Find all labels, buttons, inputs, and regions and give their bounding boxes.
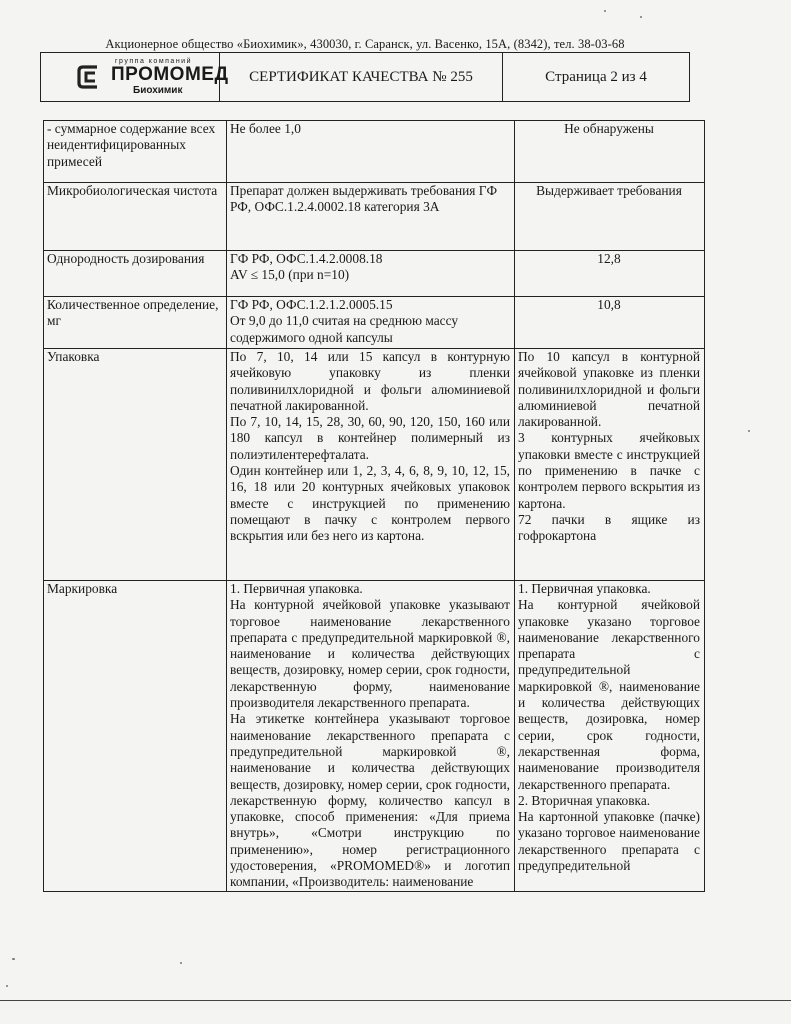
scan-speck	[748, 430, 750, 432]
parameter-norm: 1. Первичная упаковка. На контурной ячейковой упаковке указывают торговое наименование лекарственного препарата с предупредительной маркировкой ®, наименование и количества действующих веществ, дозировку, номер серии, срок годности, лекарственную форму, наименование производителя лекарственного препарата. На этикетке контейнера указывают торговое наименование лекарственного препарата с предупредительной маркировкой ®, наименование и количества действующих веществ, дозировку, номер серии, срок годности, лекарственную форму, количество капсул в упаковке, способ применения: «Для приема внутрь», «Смотри инструкцию по применению», номер регистрационного удостоверения, «PROMOMED®» и логотип компании, «Производитель: наименование	[227, 581, 515, 892]
scan-speck	[640, 16, 642, 18]
parameter-norm: ГФ РФ, ОФС.1.2.1.2.0005.15 От 9,0 до 11,0 считая на среднюю массу содержимого одной капсулы	[227, 297, 515, 349]
parameter-norm: Препарат должен выдерживать требования ГФ РФ, ОФС.1.2.4.0002.18 категория 3А	[227, 183, 515, 251]
promomed-logo-icon	[75, 63, 103, 91]
scan-speck	[12, 958, 15, 960]
parameter-result: По 10 капсул в контурной ячейковой упаковке из пленки поливинилхлоридной и фольги алюминиевой печатной лакированной. 3 контурных ячейковых упаковки вместе с инструкцией по применению в пачке с контролем первого вскрытия из картона. 72 пачки в ящике из гофрокартона	[515, 349, 705, 581]
table-row	[44, 183, 705, 251]
scan-speck	[180, 962, 182, 964]
scan-bottom-edge	[0, 1000, 791, 1001]
quality-parameters-table	[43, 120, 705, 892]
logo-brand-name: ПРОМОМЕД	[111, 64, 229, 85]
parameter-name: Количественное определение, мг	[44, 297, 227, 349]
parameter-name: Микробиологическая чистота	[44, 183, 227, 251]
company-address-line: Акционерное общество «Биохимик», 430030, г. Саранск, ул. Васенко, 15А, (8342), тел. 38-03-68	[105, 37, 625, 51]
table-row	[44, 581, 705, 892]
certificate-title: СЕРТИФИКАТ КАЧЕСТВА № 255	[220, 53, 503, 101]
parameter-name: Маркировка	[44, 581, 227, 892]
parameter-name: Однородность дозирования	[44, 251, 227, 297]
table-row	[44, 251, 705, 297]
page-number: Страница 2 из 4	[545, 68, 647, 85]
table-row	[44, 297, 705, 349]
scan-speck	[6, 985, 8, 987]
parameter-norm: По 7, 10, 14 или 15 капсул в контурную ячейковую упаковку из пленки поливинилхлоридной и фольги алюминиевой печатной лакированной. По 7, 10, 14, 15, 28, 30, 60, 90, 120, 150, 160 или 180 капсул в контейнер полимерный из полиэтилентерефталата. Один контейнер или 1, 2, 3, 4, 6, 8, 9, 10, 12, 15, 16, 18 или 20 контурных ячейковых упаковок вместе с инструкцией по применению помещают в пачку с контролем первого вскрытия или без него из картона.	[227, 349, 515, 581]
logo-group-caption: группа компаний	[115, 58, 193, 65]
parameter-result: 10,8	[515, 297, 705, 349]
parameter-norm: ГФ РФ, ОФС.1.4.2.0008.18 AV ≤ 15,0 (при n=10)	[227, 251, 515, 297]
document-header	[40, 52, 690, 102]
table-row	[44, 121, 705, 183]
company-logo	[41, 53, 229, 101]
table-row	[44, 349, 705, 581]
parameter-norm: Не более 1,0	[227, 121, 515, 183]
parameter-result: Не обнаружены	[515, 121, 705, 183]
parameter-result: Выдерживает требования	[515, 183, 705, 251]
parameter-result: 12,8	[515, 251, 705, 297]
parameter-result: 1. Первичная упаковка. На контурной ячейковой упаковке указано торговое наименование лекарственного препарата с предупредительной маркировкой ®, наименование и количества действующих веществ, дозировка, номер серии, срок годности, лекарственная форма, наименование производителя лекарственного препарата. 2. Вторичная упаковка. На картонной упаковке (пачке) указано торговое наименование лекарственного препарата с предупредительной	[515, 581, 705, 892]
scan-speck	[604, 10, 606, 12]
logo-subsidiary-name: Биохимик	[133, 85, 183, 96]
parameter-name: - суммарное содержание всех неидентифицированных примесей	[44, 121, 227, 183]
parameter-name: Упаковка	[44, 349, 227, 581]
